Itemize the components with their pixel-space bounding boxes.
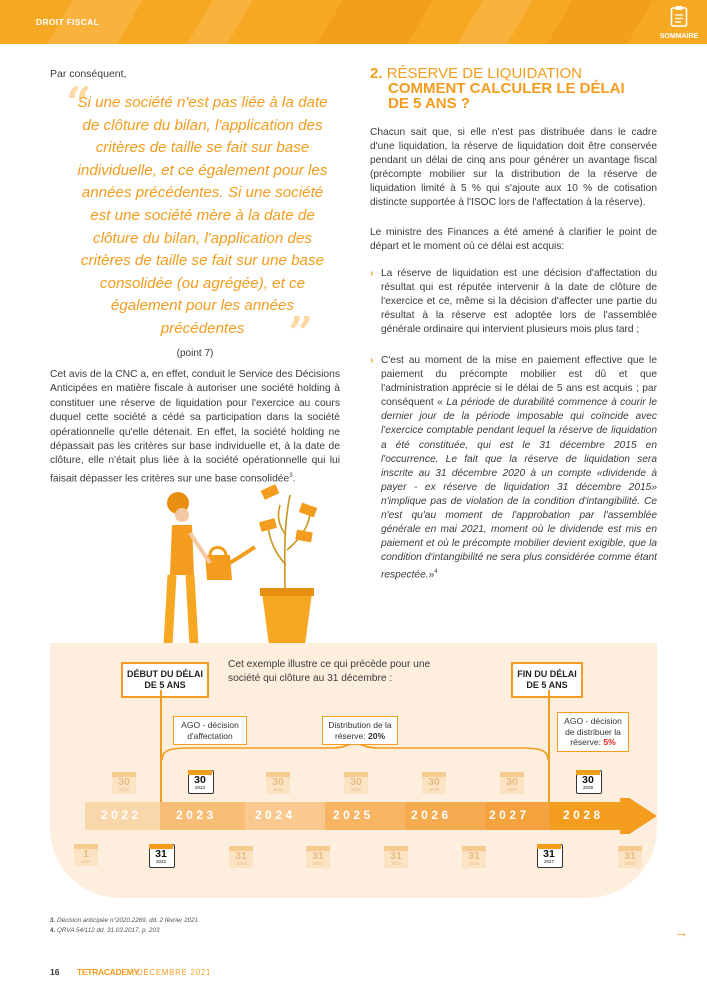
section-title: DROIT FISCAL bbox=[36, 17, 100, 27]
heading-line2: COMMENT CALCULER LE DÉLAI bbox=[388, 80, 625, 97]
calendar-day: 31 bbox=[155, 848, 167, 860]
header-bar bbox=[0, 0, 707, 44]
bullet-2-closing: » bbox=[428, 569, 435, 581]
paragraph-1 bbox=[370, 126, 657, 211]
bullet-1 bbox=[370, 267, 657, 337]
calendar-icon bbox=[422, 768, 446, 794]
left-paragraph-text: Cet avis de la CNC a, en effet, conduit le Service des Décisions Anticipées en matière fiscale à autoriser une société holding à constituer une réserve de liquidation pour l'exercice au cours duquel cette société a cédé sa participation dans la société opérationnelle qu'elle détenait. En effet, la société holding ne dépassait pas les critères sur base individuelle et, à la date de clôture, elle n'était plus liée à la société opérationnelle qui lui faisait dépasser les critères sur une base consolidée bbox=[50, 369, 340, 485]
year-label: 2026 bbox=[411, 808, 452, 822]
calendar-day: 30 bbox=[118, 776, 130, 788]
calendar-year: 2028 bbox=[624, 861, 635, 866]
heading-line1: RÉSERVE DE LIQUIDATION bbox=[386, 65, 583, 82]
calendar-icon bbox=[229, 842, 253, 868]
calendar-icon bbox=[149, 840, 173, 866]
calendar-year: 2026 bbox=[468, 861, 479, 866]
footnote-4 bbox=[50, 927, 159, 934]
pull-quote: Si une société n'est pas liée à la date de clôture du bilan, l'application des critères de taille se fait sur base individuelle, et ce également pour les années précédentes. Si une société est une société mère à la date de clôture du bilan, l'application des critères de taille se fait sur une base consolidée (ou agrégée), et ce également pour les années précédentes bbox=[77, 94, 328, 337]
calendar-year: 2025 bbox=[390, 861, 401, 866]
end-period-box: FIN DU DÉLAI DE 5 ANS bbox=[511, 662, 583, 698]
calendar-day: 30 bbox=[272, 776, 284, 788]
calendar-year: 2023 bbox=[194, 785, 205, 790]
footnote-3 bbox=[50, 917, 198, 924]
calendar-year: 2026 bbox=[428, 787, 439, 792]
year-label: 2028 bbox=[563, 808, 604, 822]
calendar-day: 31 bbox=[235, 850, 247, 862]
calendar-day: 30 bbox=[428, 776, 440, 788]
paragraph-2-text: Le ministre des Finances a été amené à clarifier le point de départ et le moment où ce délai est acquis: bbox=[370, 227, 657, 253]
woman-watering-plant-illustration bbox=[150, 472, 350, 655]
calendar-icon bbox=[500, 768, 524, 794]
calendar-year: 2027 bbox=[543, 859, 554, 864]
calendar-day: 1 bbox=[83, 848, 89, 860]
calendar-day: 31 bbox=[468, 850, 480, 862]
calendar-icon bbox=[384, 842, 408, 868]
calendar-year: 2022 bbox=[80, 859, 91, 864]
close-quote-icon: ” bbox=[288, 308, 314, 359]
ago-distribute-percent: 5% bbox=[603, 737, 616, 747]
calendar-icon bbox=[618, 842, 642, 868]
footnote-3-number: 3. bbox=[50, 917, 56, 924]
calendar-icon bbox=[537, 840, 561, 866]
ago-affectation-box: AGO - décision d'affectation bbox=[173, 716, 247, 745]
calendar-day: 30 bbox=[350, 776, 362, 788]
calendar-year: 2028 bbox=[582, 785, 593, 790]
calendar-day: 31 bbox=[624, 850, 636, 862]
sommaire-button[interactable] bbox=[655, 5, 703, 40]
calendar-day: 31 bbox=[312, 850, 324, 862]
calendar-icon bbox=[306, 842, 330, 868]
issue-date: DÉCEMBRE 2021 bbox=[137, 968, 212, 977]
open-quote-icon: “ bbox=[66, 78, 92, 129]
period-bracket bbox=[150, 742, 560, 762]
calendar-icon bbox=[344, 768, 368, 794]
heading-number: 2. bbox=[370, 65, 383, 82]
year-label: 2025 bbox=[333, 808, 374, 822]
paragraph-2 bbox=[370, 226, 657, 254]
year-label: 2027 bbox=[489, 808, 530, 822]
calendar-year: 2025 bbox=[350, 787, 361, 792]
heading-line3: DE 5 ANS ? bbox=[388, 95, 470, 112]
calendar-year: 2022 bbox=[155, 859, 166, 864]
bullet-2-citation: La période de durabilité commence à courir le dernier jour de la période imposable qui coïncide avec l'exercice comptable pendant lequel la réserve de liquidation a été constituée, qui est le 31 décembre 2015 en l'occurrence. Le fait que la réserve de liquidation sera inscrite au 31 décembre 2020 à un compte «dividende à payer - ex réserve de liquidation 31 décembre 2015» n'implique pas de violation de la condition d'intangibilité. Ce n'est qu'au moment de l'approbation par l'assemblée générale en mai 2021, moment où le dividende est mis en paiement et où le précompte mobilier devient exigible, que la condition d'intangibilité ne sera plus considérée comme étant respectée. bbox=[381, 397, 657, 581]
calendar-icon bbox=[462, 842, 486, 868]
footnote-3-text: Décision anticipée n°2020.2269, dd. 2 février 2021 bbox=[57, 917, 199, 924]
paragraph-1-text: Chacun sait que, si elle n'est pas distribuée dans le cadre d'une liquidation, la réserve de liquidation doit être conservée pendant un délai de cinq ans pour générer un avantage fiscal (précompte mobilier sur la distribution de la réserve de liquidation limité à 5 % qui s'ajoute aux 10 % de cotisation distincte supportée à l'ISOC lors de l'affectation à la réserve). bbox=[370, 127, 657, 209]
calendar-day: 30 bbox=[582, 774, 594, 786]
ago-distribute-label: AGO - décision de distribuer la réserve: bbox=[564, 716, 622, 747]
brand-logo: TETRACADEMY bbox=[77, 967, 139, 977]
bullet-arrow-icon: › bbox=[370, 355, 374, 366]
calendar-icon bbox=[112, 768, 136, 794]
clipboard-icon bbox=[670, 5, 688, 27]
calendar-year: 2023 bbox=[235, 861, 246, 866]
calendar-day: 31 bbox=[390, 850, 402, 862]
start-period-box: DÉBUT DU DÉLAI DE 5 ANS bbox=[121, 662, 209, 698]
calendar-year: 2027 bbox=[506, 787, 517, 792]
year-label: 2023 bbox=[176, 808, 217, 822]
calendar-icon bbox=[188, 766, 212, 792]
footnote-ref-3[interactable]: 3 bbox=[289, 472, 293, 479]
bullet-arrow-icon: › bbox=[370, 268, 374, 279]
calendar-year: 2024 bbox=[272, 787, 283, 792]
left-paragraph-end: . bbox=[292, 473, 296, 485]
distribution-percent: 20% bbox=[368, 730, 386, 741]
distribution-box bbox=[322, 716, 398, 745]
ago-distribute-box bbox=[557, 712, 629, 752]
calendar-icon bbox=[74, 840, 98, 866]
year-label: 2024 bbox=[255, 808, 296, 822]
sommaire-label: SOMMAIRE bbox=[659, 33, 699, 40]
calendar-year: 2024 bbox=[312, 861, 323, 866]
section-heading bbox=[370, 66, 670, 111]
calendar-icon bbox=[576, 766, 600, 792]
calendar-day: 30 bbox=[506, 776, 518, 788]
intro-text: Par conséquent, bbox=[50, 68, 127, 80]
calendar-day: 30 bbox=[194, 774, 206, 786]
footnote-ref-4[interactable]: 4 bbox=[434, 569, 438, 576]
calendar-year: 2022 bbox=[118, 787, 129, 792]
left-paragraph bbox=[50, 368, 340, 487]
bullet-2-text bbox=[381, 354, 657, 583]
footnote-4-number: 4. bbox=[50, 927, 56, 934]
bullet-1-text: La réserve de liquidation est une décision d'affectation du résultat qui est réputée intervenir à la date de clôture de l'exercice et ce, même si la décision d'affecter une partie du résultat à la réserve est adoptée lors de l'assemblée générale ordinaire qui intervient plusieurs mois plus tard ; bbox=[381, 268, 657, 336]
calendar-day: 31 bbox=[543, 848, 555, 860]
distribution-label: Distribution de la réserve: bbox=[328, 720, 392, 741]
bullet-2 bbox=[370, 354, 657, 583]
next-page-arrow-icon[interactable]: → bbox=[674, 924, 688, 940]
calendar-icon bbox=[266, 768, 290, 794]
quote-reference: (point 7) bbox=[176, 348, 214, 359]
year-label: 2022 bbox=[101, 808, 142, 822]
bullet-2-lead: C'est au moment de la mise en paiement effective que le paiement du précompte mobilier est dû et que l'administration apprécie si le délai de 5 ans est acquis ; par conséquent « bbox=[381, 355, 657, 409]
footnote-4-text: QRVA 54/112 dd. 31.03.2017, p. 203 bbox=[57, 927, 160, 934]
page-number: 16 bbox=[50, 967, 60, 977]
timeline-intro: Cet exemple illustre ce qui précède pour une société qui clôture au 31 décembre : bbox=[228, 659, 431, 684]
